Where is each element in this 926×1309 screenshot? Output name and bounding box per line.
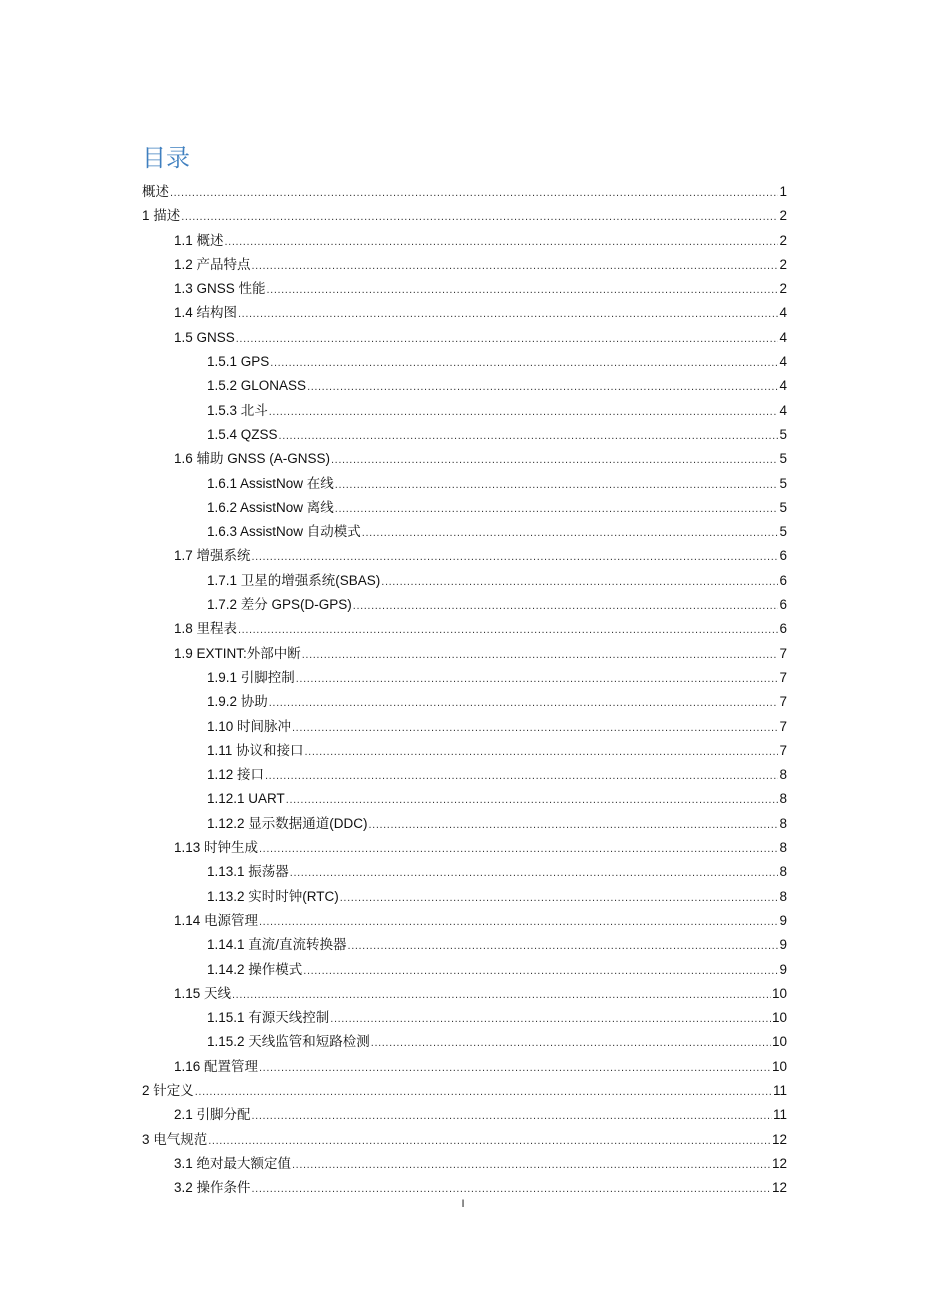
- toc-entry[interactable]: [142, 739, 787, 763]
- toc-entry[interactable]: [142, 180, 787, 204]
- toc-entry-page: 6: [779, 597, 787, 613]
- toc-entry-title: 1.5 GNSS: [174, 329, 235, 345]
- toc-entry-page: 4: [779, 354, 787, 370]
- toc-dot-leader: [371, 1031, 771, 1055]
- toc-entry-page: 12: [771, 1180, 787, 1196]
- toc-entry-title: 1.13.1 振荡器: [207, 864, 289, 880]
- toc-entry-page: 10: [771, 1058, 787, 1074]
- toc-entry-title: 1.9.2 协助: [207, 694, 268, 710]
- toc-entry-title: 1.5.3 北斗: [207, 402, 268, 418]
- toc-entry-page: 8: [779, 840, 787, 856]
- toc-entry-page: 5: [779, 524, 787, 540]
- toc-dot-leader: [369, 813, 779, 837]
- toc-dot-leader: [340, 886, 779, 910]
- toc-dot-leader: [305, 740, 779, 764]
- page-number: I: [461, 1198, 465, 1210]
- toc-dot-leader: [259, 1056, 771, 1080]
- toc-entry-title: 1.5.4 QZSS: [207, 426, 278, 442]
- toc-entry-page: 5: [779, 475, 787, 491]
- toc-entry-page: 10: [771, 1034, 787, 1050]
- toc-entry-title: 1.9.1 引脚控制: [207, 669, 295, 685]
- toc-entry[interactable]: [142, 1176, 787, 1200]
- toc-entry[interactable]: [142, 399, 787, 423]
- toc-entry-title: 1.9 EXTINT:外部中断: [174, 645, 301, 661]
- toc-entry-title: 1.2 产品特点: [174, 256, 251, 272]
- toc-entry-title: 1.5.1 GPS: [207, 354, 270, 370]
- toc-entry[interactable]: [142, 472, 787, 496]
- toc-entry-title: 1.14 电源管理: [174, 912, 259, 928]
- toc-entry-page: 4: [779, 305, 787, 321]
- toc-entry-title: 1.12.1 UART: [207, 791, 285, 807]
- toc-entry[interactable]: [142, 1152, 787, 1176]
- toc-entry[interactable]: [142, 350, 787, 374]
- toc-entry-page: 6: [779, 621, 787, 637]
- toc-entry-title: 1.6.3 AssistNow 自动模式: [207, 524, 361, 540]
- toc-entry[interactable]: [142, 690, 787, 714]
- toc-dot-leader: [302, 643, 779, 667]
- toc-dot-leader: [279, 424, 779, 448]
- toc-entry[interactable]: [142, 204, 787, 228]
- toc-dot-leader: [238, 618, 778, 642]
- toc-entry[interactable]: [142, 860, 787, 884]
- toc-entry-page: 2: [779, 232, 787, 248]
- toc-entry-title: 1.5.2 GLONASS: [207, 378, 307, 394]
- toc-dot-leader: [335, 497, 779, 521]
- toc-dot-leader: [307, 375, 778, 399]
- toc-title: 目录: [142, 144, 190, 172]
- toc-entry[interactable]: [142, 1103, 787, 1127]
- toc-entry-page: 8: [779, 888, 787, 904]
- toc-entry-page: 8: [779, 767, 787, 783]
- toc-entry-page: 7: [779, 669, 787, 685]
- toc-dot-leader: [292, 716, 778, 740]
- toc-entry[interactable]: [142, 374, 787, 398]
- toc-entry[interactable]: [142, 715, 787, 739]
- toc-entry-page: 9: [779, 937, 787, 953]
- toc-entry[interactable]: [142, 447, 787, 471]
- toc-entry-page: 11: [772, 1107, 787, 1123]
- toc-entry[interactable]: [142, 787, 787, 811]
- toc-entry-page: 7: [779, 742, 787, 758]
- toc-entry[interactable]: [142, 277, 787, 301]
- toc-entry-title: 1 描述: [142, 208, 181, 224]
- toc-entry-title: 1.12 接口: [207, 767, 265, 783]
- toc-entry-title: 1.8 里程表: [174, 621, 238, 637]
- toc-entry[interactable]: [142, 933, 787, 957]
- toc-entry-page: 2: [779, 256, 787, 272]
- toc-dot-leader: [348, 934, 779, 958]
- toc-dot-leader: [252, 254, 779, 278]
- toc-dot-leader: [290, 861, 779, 885]
- toc-entry-page: 12: [771, 1155, 787, 1171]
- toc-entry-title: 1.13 时钟生成: [174, 840, 259, 856]
- toc-dot-leader: [270, 351, 778, 375]
- toc-entry[interactable]: [142, 909, 787, 933]
- toc-entry-page: 10: [771, 985, 787, 1001]
- toc-entry-title: 2 针定义: [142, 1082, 194, 1098]
- toc-entry[interactable]: [142, 763, 787, 787]
- toc-dot-leader: [259, 837, 778, 861]
- toc-entry-title: 1.6.1 AssistNow 在线: [207, 475, 334, 491]
- toc-dot-leader: [238, 302, 778, 326]
- toc-dot-leader: [362, 521, 779, 545]
- toc-entry-page: 1: [779, 184, 787, 199]
- toc-entry-title: 1.14.1 直流/直流转换器: [207, 937, 347, 953]
- toc-entry-title: 1.15 天线: [174, 985, 232, 1001]
- toc-dot-leader: [181, 205, 778, 229]
- toc-entry-page: 8: [779, 864, 787, 880]
- toc-entry-page: 2: [779, 208, 787, 224]
- toc-dot-leader: [269, 400, 779, 424]
- toc-dot-leader: [303, 959, 778, 983]
- toc-dot-leader: [330, 1007, 771, 1031]
- toc-dot-leader: [252, 1104, 772, 1128]
- toc-entry-title: 1.3 GNSS 性能: [174, 281, 266, 297]
- toc-dot-leader: [267, 278, 779, 302]
- toc-entry[interactable]: [142, 982, 787, 1006]
- toc-entry-title: 1.15.1 有源天线控制: [207, 1010, 330, 1026]
- toc-dot-leader: [265, 764, 778, 788]
- toc-entry[interactable]: [142, 836, 787, 860]
- toc-entry[interactable]: [142, 1055, 787, 1079]
- toc-entry-title: 1.7.2 差分 GPS(D-GPS): [207, 597, 352, 613]
- toc-entry-page: 8: [779, 791, 787, 807]
- table-of-contents: [142, 180, 787, 1200]
- toc-entry-page: 8: [779, 815, 787, 831]
- toc-dot-leader: [236, 327, 779, 351]
- toc-entry-page: 9: [779, 912, 787, 928]
- toc-entry[interactable]: [142, 1079, 787, 1103]
- toc-entry-page: 4: [779, 329, 787, 345]
- toc-entry-title: 1.11 协议和接口: [207, 742, 304, 758]
- toc-dot-leader: [353, 594, 779, 618]
- toc-entry-title: 1.16 配置管理: [174, 1058, 259, 1074]
- toc-entry-page: 12: [771, 1131, 787, 1147]
- toc-entry-title: 1.10 时间脉冲: [207, 718, 292, 734]
- toc-dot-leader: [381, 570, 778, 594]
- toc-entry[interactable]: [142, 496, 787, 520]
- toc-entry[interactable]: [142, 1128, 787, 1152]
- toc-entry-page: 5: [779, 451, 787, 467]
- toc-entry-page: 6: [779, 548, 787, 564]
- toc-entry[interactable]: [142, 885, 787, 909]
- toc-entry[interactable]: [142, 326, 787, 350]
- toc-entry-page: 10: [771, 1010, 787, 1026]
- toc-entry[interactable]: [142, 642, 787, 666]
- toc-dot-leader: [170, 181, 778, 205]
- toc-entry[interactable]: [142, 423, 787, 447]
- toc-entry-title: 1.4 结构图: [174, 305, 238, 321]
- toc-entry-title: 3.1 绝对最大额定值: [174, 1155, 292, 1171]
- toc-entry[interactable]: [142, 958, 787, 982]
- toc-entry-title: 1.15.2 天线监管和短路检测: [207, 1034, 370, 1050]
- toc-entry-title: 1.6 辅助 GNSS (A-GNSS): [174, 451, 331, 467]
- toc-entry-title: 1.13.2 实时时钟(RTC): [207, 888, 339, 904]
- toc-entry-title: 3 电气规范: [142, 1131, 208, 1147]
- toc-dot-leader: [292, 1153, 771, 1177]
- toc-entry-page: 11: [772, 1082, 787, 1098]
- toc-entry[interactable]: [142, 617, 787, 641]
- toc-entry-title: 3.2 操作条件: [174, 1180, 251, 1196]
- toc-entry-title: 2.1 引脚分配: [174, 1107, 251, 1123]
- toc-entry-page: 4: [779, 402, 787, 418]
- toc-dot-leader: [252, 545, 779, 569]
- toc-entry[interactable]: [142, 593, 787, 617]
- toc-dot-leader: [269, 691, 779, 715]
- toc-entry-title: 1.7 增强系统: [174, 548, 251, 564]
- toc-entry[interactable]: [142, 1030, 787, 1054]
- toc-entry-page: 4: [779, 378, 787, 394]
- toc-dot-leader: [296, 667, 779, 691]
- toc-entry-page: 7: [779, 694, 787, 710]
- toc-dot-leader: [225, 230, 779, 254]
- toc-entry-page: 2: [779, 281, 787, 297]
- toc-entry[interactable]: [142, 812, 787, 836]
- toc-dot-leader: [195, 1080, 772, 1104]
- toc-entry-title: 1.14.2 操作模式: [207, 961, 303, 977]
- toc-dot-leader: [286, 788, 779, 812]
- toc-dot-leader: [331, 448, 778, 472]
- toc-entry-page: 6: [779, 572, 787, 588]
- toc-dot-leader: [259, 910, 778, 934]
- toc-entry-page: 5: [779, 499, 787, 515]
- toc-entry-page: 5: [779, 426, 787, 442]
- toc-entry[interactable]: [142, 1006, 787, 1030]
- toc-entry[interactable]: [142, 301, 787, 325]
- toc-dot-leader: [232, 983, 771, 1007]
- toc-entry-page: 7: [779, 645, 787, 661]
- toc-entry[interactable]: [142, 253, 787, 277]
- toc-entry-title: 1.6.2 AssistNow 离线: [207, 499, 334, 515]
- toc-entry-page: 9: [779, 961, 787, 977]
- toc-entry-title: 1.7.1 卫星的增强系统(SBAS): [207, 572, 381, 588]
- toc-entry-page: 7: [779, 718, 787, 734]
- toc-entry-title: 1.12.2 显示数据通道(DDC): [207, 815, 368, 831]
- toc-entry[interactable]: [142, 520, 787, 544]
- toc-entry[interactable]: [142, 569, 787, 593]
- toc-entry-title: 概述: [142, 184, 169, 199]
- toc-dot-leader: [208, 1129, 771, 1153]
- toc-entry[interactable]: [142, 229, 787, 253]
- toc-entry[interactable]: [142, 666, 787, 690]
- toc-dot-leader: [335, 473, 779, 497]
- toc-entry-title: 1.1 概述: [174, 232, 224, 248]
- toc-entry[interactable]: [142, 544, 787, 568]
